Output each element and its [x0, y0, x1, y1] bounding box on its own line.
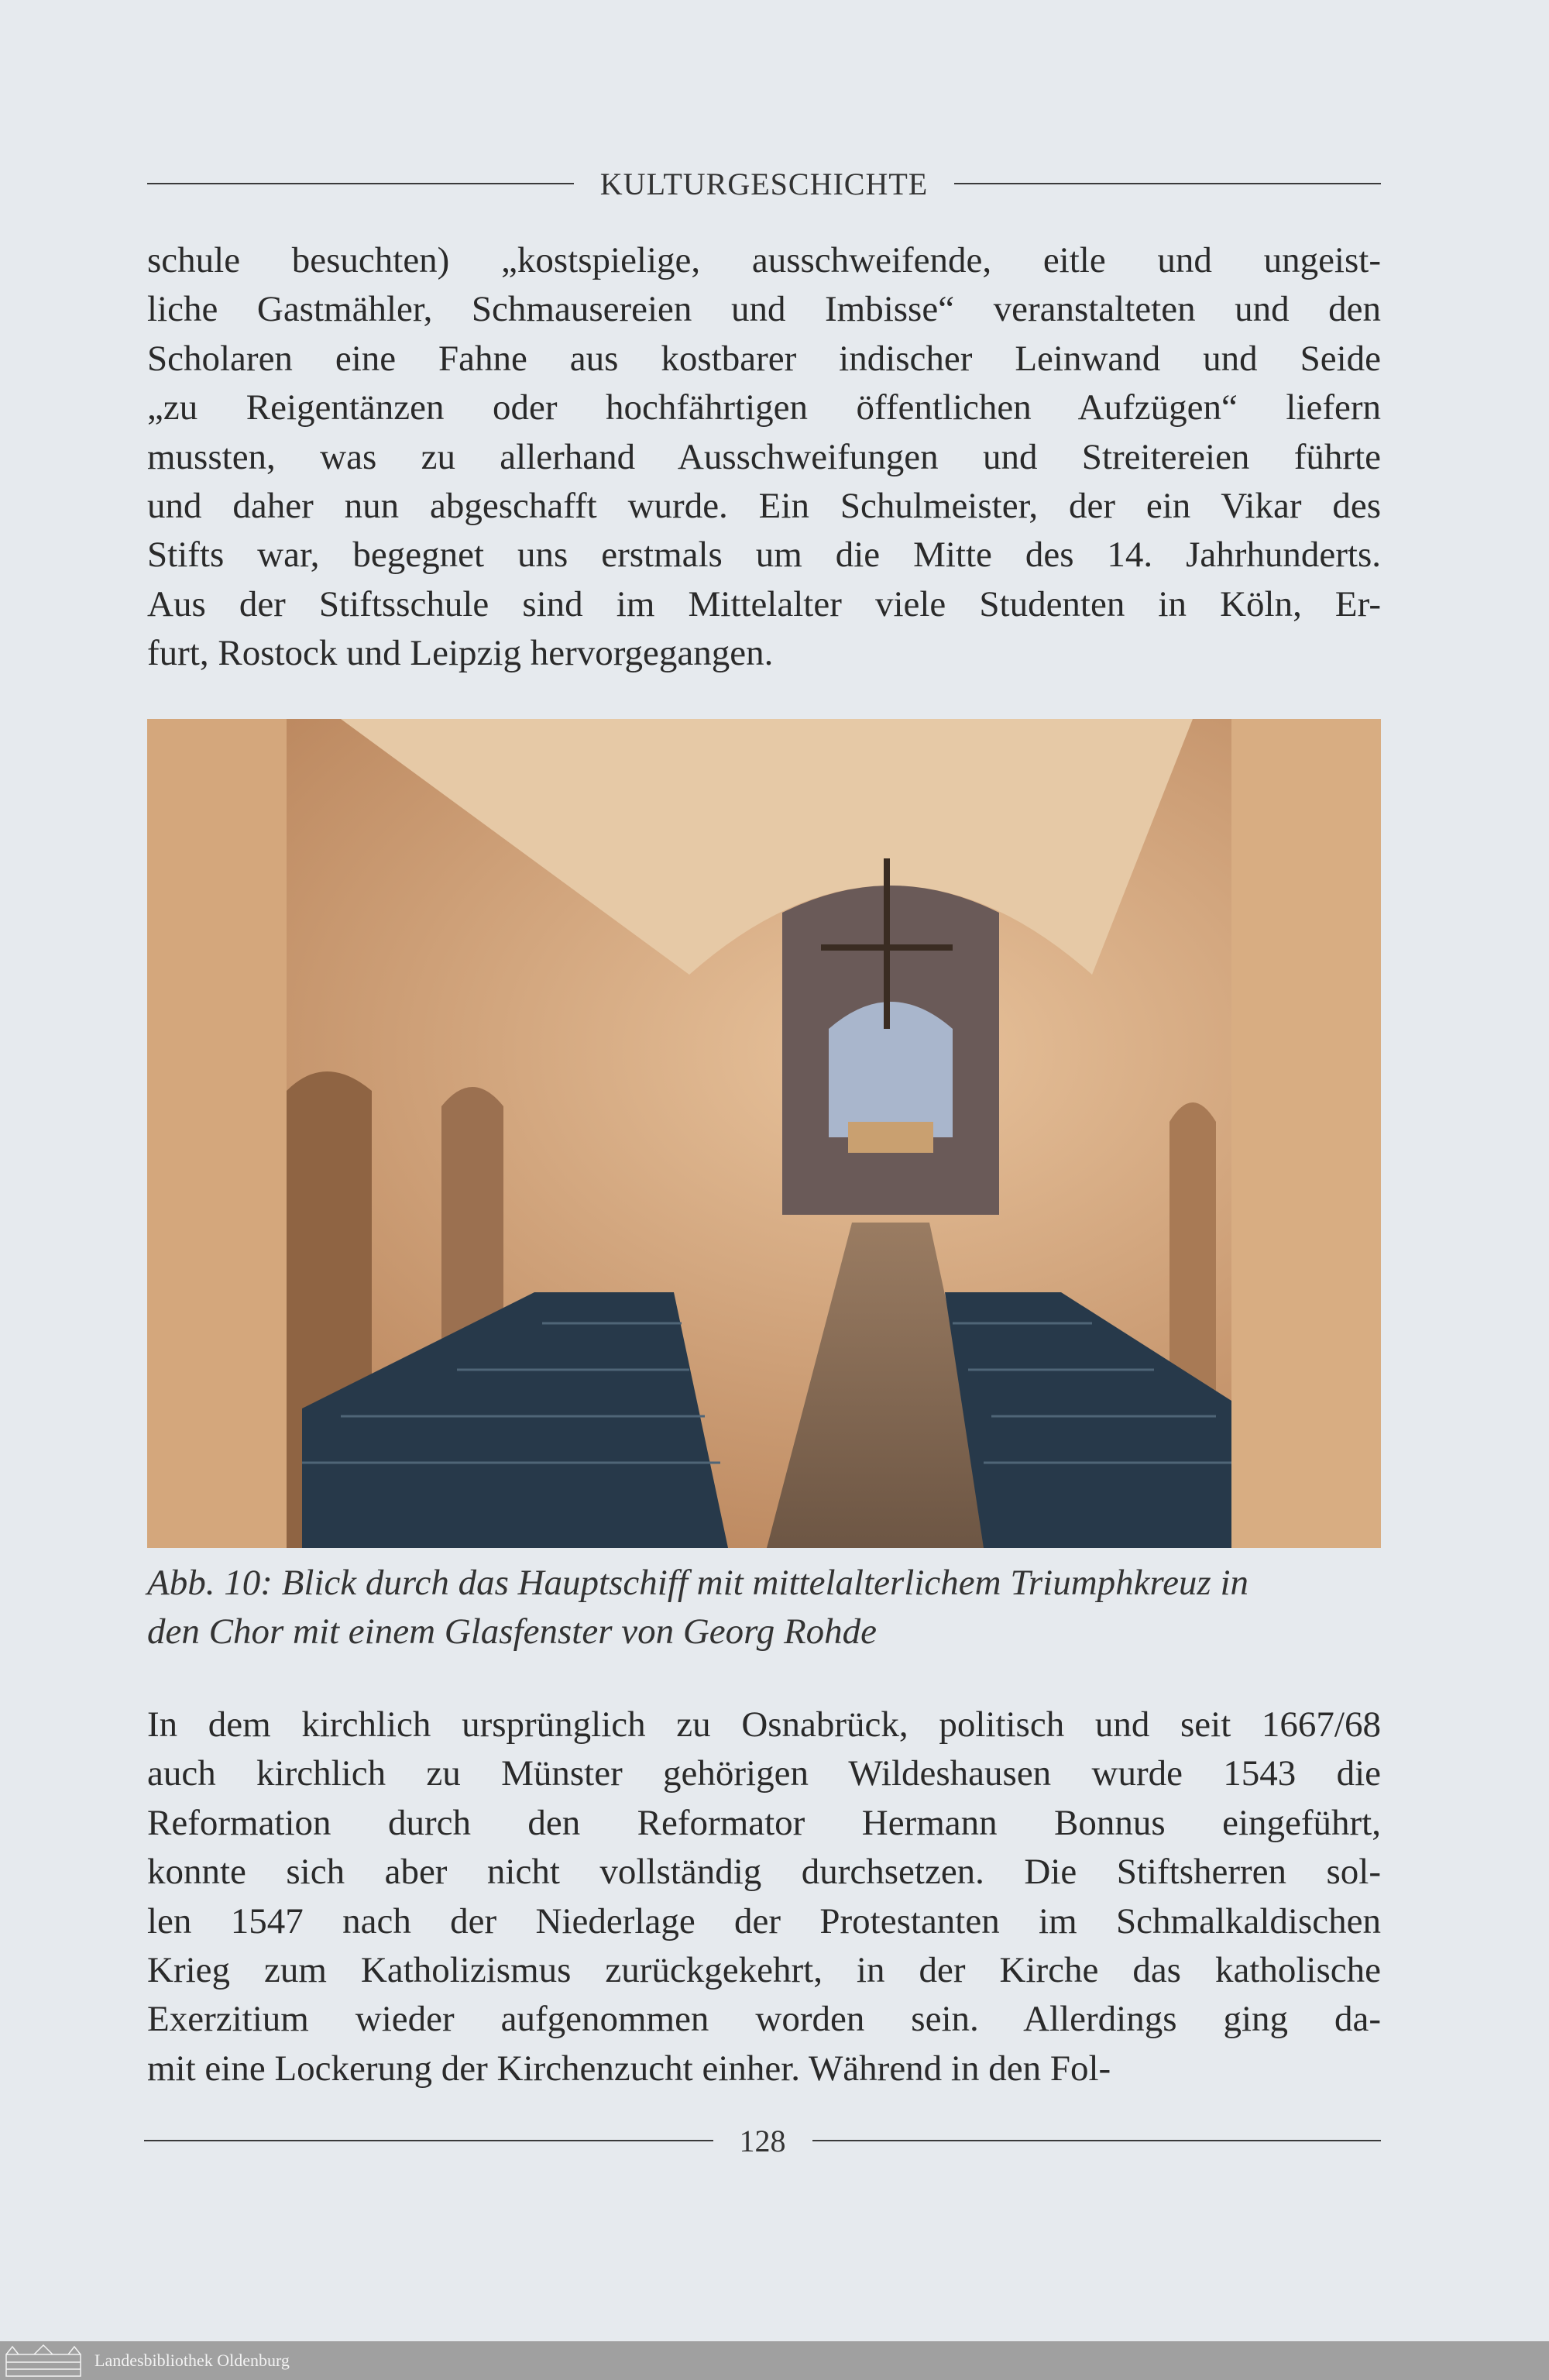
- header-rule-left: [147, 183, 574, 184]
- text-line: Stifts war, begegnet uns erstmals um die Mitte des 14. Jahrhunderts.: [147, 535, 1381, 576]
- church-nave-photo: [147, 719, 1381, 1548]
- text-line: furt, Rostock und Leipzig hervorgegangen.: [147, 633, 774, 674]
- text-line: Exerzitium wieder aufgenommen worden sein. Allerdings ging da-: [147, 1999, 1381, 2040]
- caption-line: Abb. 10: Blick durch das Hauptschiff mit mittelalterlichem Triumphkreuz in: [147, 1563, 1249, 1603]
- footer-rule-right: [812, 2140, 1382, 2141]
- header-rule-right: [954, 183, 1381, 184]
- paragraph-1: [147, 236, 1381, 679]
- caption-line: den Chor mit einem Glasfenster von Georg Rohde: [147, 1611, 878, 1652]
- page-footer: [144, 2121, 1381, 2160]
- text-line: auch kirchlich zu Münster gehörigen Wildeshausen wurde 1543 die: [147, 1753, 1381, 1794]
- text-line: „zu Reigentänzen oder hochfährtigen öffentlichen Aufzügen“ liefern: [147, 387, 1381, 428]
- text-line: mussten, was zu allerhand Ausschweifungen und Streitereien führte: [147, 436, 1381, 477]
- text-line: In dem kirchlich ursprünglich zu Osnabrück, politisch und seit 1667/68: [147, 1704, 1381, 1745]
- text-line: Reformation durch den Reformator Hermann Bonnus eingeführt,: [147, 1802, 1381, 1843]
- text-line: Aus der Stiftsschule sind im Mittelalter viele Studenten in Köln, Er-: [147, 583, 1381, 624]
- page-number: 128: [739, 2123, 786, 2158]
- header-title: KULTURGESCHICHTE: [599, 166, 929, 201]
- library-name: Landesbibliothek Oldenburg: [94, 2351, 290, 2370]
- footer-rule-left: [144, 2140, 713, 2141]
- text-line: len 1547 nach der Niederlage der Protestanten im Schmalkaldischen: [147, 1900, 1381, 1941]
- library-bar: [0, 2341, 1549, 2380]
- text-line: liche Gastmähler, Schmausereien und Imbisse“ veranstalteten und den: [147, 289, 1381, 330]
- library-building-logo-icon: [5, 2344, 82, 2378]
- text-line: Krieg zum Katholizismus zurückgekehrt, in der Kirche das katholische: [147, 1949, 1381, 1990]
- text-line: Scholaren eine Fahne aus kostbarer indischer Leinwand und Seide: [147, 338, 1381, 379]
- figure-caption: [147, 1559, 1381, 1656]
- text-line: schule besuchten) „kostspielige, ausschweifende, eitle und ungeist-: [147, 240, 1381, 280]
- running-header: [147, 164, 1381, 203]
- text-line: mit eine Lockerung der Kirchenzucht einher. Während in den Fol-: [147, 2048, 1111, 2089]
- text-line: konnte sich aber nicht vollständig durchsetzen. Die Stiftsherren sol-: [147, 1852, 1381, 1893]
- paragraph-2: [147, 1701, 1381, 2093]
- text-line: und daher nun abgeschafft wurde. Ein Schulmeister, der ein Vikar des: [147, 485, 1381, 526]
